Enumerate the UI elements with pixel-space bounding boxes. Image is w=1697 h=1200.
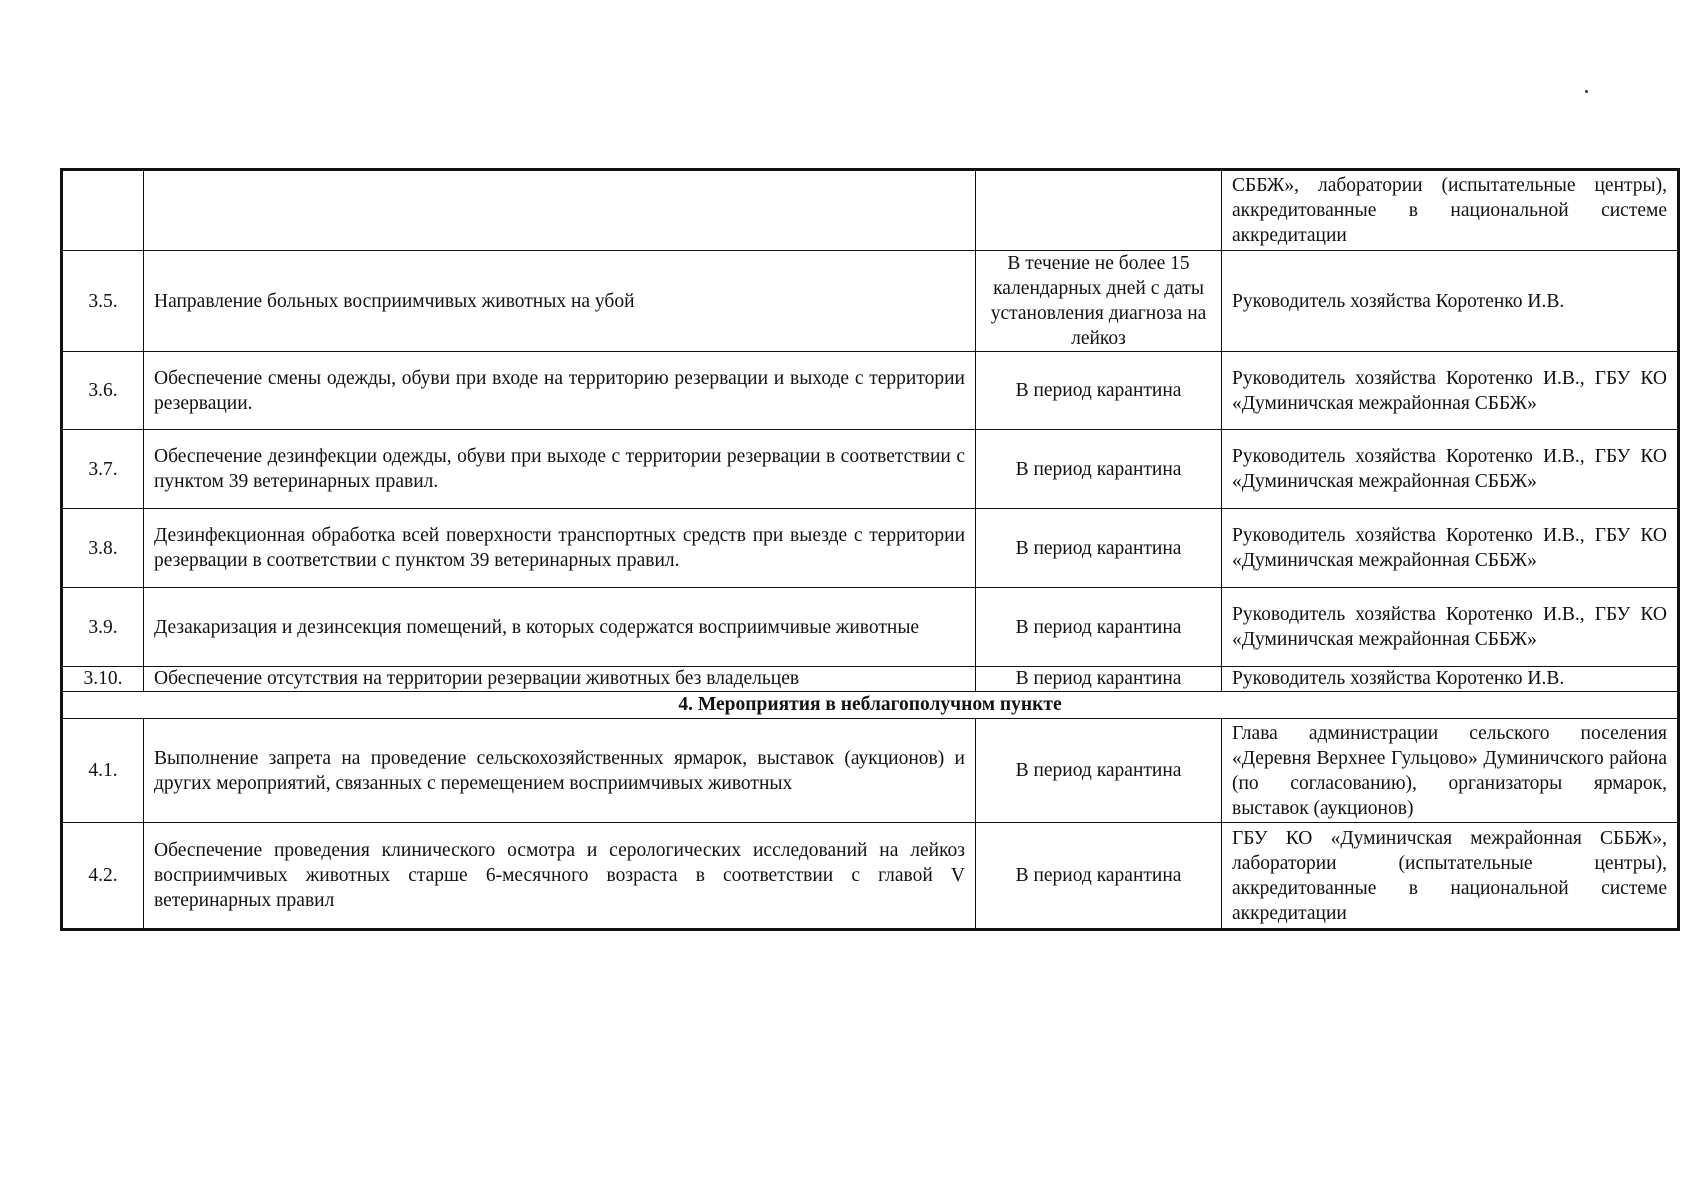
row-number: 3.10. bbox=[62, 667, 144, 692]
responsible-party: Руководитель хозяйства Коротенко И.В., ГБУ КО «Думиничская межрайонная СББЖ» bbox=[1222, 352, 1679, 430]
table-row bbox=[62, 719, 1679, 823]
responsible-party: Руководитель хозяйства Коротенко И.В., ГБУ КО «Думиничская межрайонная СББЖ» bbox=[1222, 588, 1679, 667]
row-number: 3.8. bbox=[62, 509, 144, 588]
measure-description: Дезинфекционная обработка всей поверхности транспортных средств при выезде с территории резервации в соответствии с пунктом 39 ветеринарных правил. bbox=[144, 509, 976, 588]
row-number: 3.7. bbox=[62, 430, 144, 509]
table-row bbox=[62, 352, 1679, 430]
measure-term: В период карантина bbox=[976, 667, 1222, 692]
responsible-party: ГБУ КО «Думиничская межрайонная СББЖ», лаборатории (испытательные центры), аккредитованные в национальной системе аккредитации bbox=[1222, 823, 1679, 930]
table-row bbox=[62, 588, 1679, 667]
measure-description: Обеспечение дезинфекции одежды, обуви при выходе с территории резервации в соответствии с пунктом 39 ветеринарных правил. bbox=[144, 430, 976, 509]
row-number bbox=[62, 170, 144, 251]
responsible-party: Руководитель хозяйства Коротенко И.В. bbox=[1222, 251, 1679, 352]
measure-term: В период карантина bbox=[976, 719, 1222, 823]
table-row bbox=[62, 509, 1679, 588]
row-number: 4.2. bbox=[62, 823, 144, 930]
table-row bbox=[62, 667, 1679, 692]
measure-term: В период карантина bbox=[976, 352, 1222, 430]
scan-speck bbox=[1585, 90, 1588, 93]
quarantine-measures-table bbox=[60, 168, 1680, 931]
measure-description: Обеспечение смены одежды, обуви при входе на территорию резервации и выходе с территории резервации. bbox=[144, 352, 976, 430]
table-row bbox=[62, 251, 1679, 352]
responsible-party: Руководитель хозяйства Коротенко И.В. bbox=[1222, 667, 1679, 692]
measure-term: В течение не более 15 календарных дней с даты установления диагноза на лейкоз bbox=[976, 251, 1222, 352]
responsible-party: Глава администрации сельского поселения «Деревня Верхнее Гульцово» Думиничского района (по согласованию), организаторы ярмарок, выставок (аукционов) bbox=[1222, 719, 1679, 823]
row-number: 4.1. bbox=[62, 719, 144, 823]
measure-description: Дезакаризация и дезинсекция помещений, в которых содержатся восприимчивые животные bbox=[144, 588, 976, 667]
table-row bbox=[62, 430, 1679, 509]
measure-term: В период карантина bbox=[976, 823, 1222, 930]
table-row bbox=[62, 170, 1679, 251]
section-header-row bbox=[62, 692, 1679, 719]
measure-description bbox=[144, 170, 976, 251]
responsible-party: Руководитель хозяйства Коротенко И.В., ГБУ КО «Думиничская межрайонная СББЖ» bbox=[1222, 509, 1679, 588]
responsible-party: СББЖ», лаборатории (испытательные центры), аккредитованные в национальной системе аккредитации bbox=[1222, 170, 1679, 251]
row-number: 3.6. bbox=[62, 352, 144, 430]
responsible-party: Руководитель хозяйства Коротенко И.В., ГБУ КО «Думиничская межрайонная СББЖ» bbox=[1222, 430, 1679, 509]
row-number: 3.5. bbox=[62, 251, 144, 352]
measure-term: В период карантина bbox=[976, 588, 1222, 667]
measure-term: В период карантина bbox=[976, 509, 1222, 588]
table-row bbox=[62, 823, 1679, 930]
measure-term: В период карантина bbox=[976, 430, 1222, 509]
measure-description: Направление больных восприимчивых животных на убой bbox=[144, 251, 976, 352]
measure-description: Обеспечение проведения клинического осмотра и серологических исследований на лейкоз восприимчивых животных старше 6-месячного возраста в соответствии с главой V ветеринарных правил bbox=[144, 823, 976, 930]
measure-term bbox=[976, 170, 1222, 251]
measure-description: Обеспечение отсутствия на территории резервации животных без владельцев bbox=[144, 667, 976, 692]
measure-description: Выполнение запрета на проведение сельскохозяйственных ярмарок, выставок (аукционов) и других мероприятий, связанных с перемещением восприимчивых животных bbox=[144, 719, 976, 823]
section-title: 4. Мероприятия в неблагополучном пункте bbox=[62, 692, 1679, 719]
row-number: 3.9. bbox=[62, 588, 144, 667]
